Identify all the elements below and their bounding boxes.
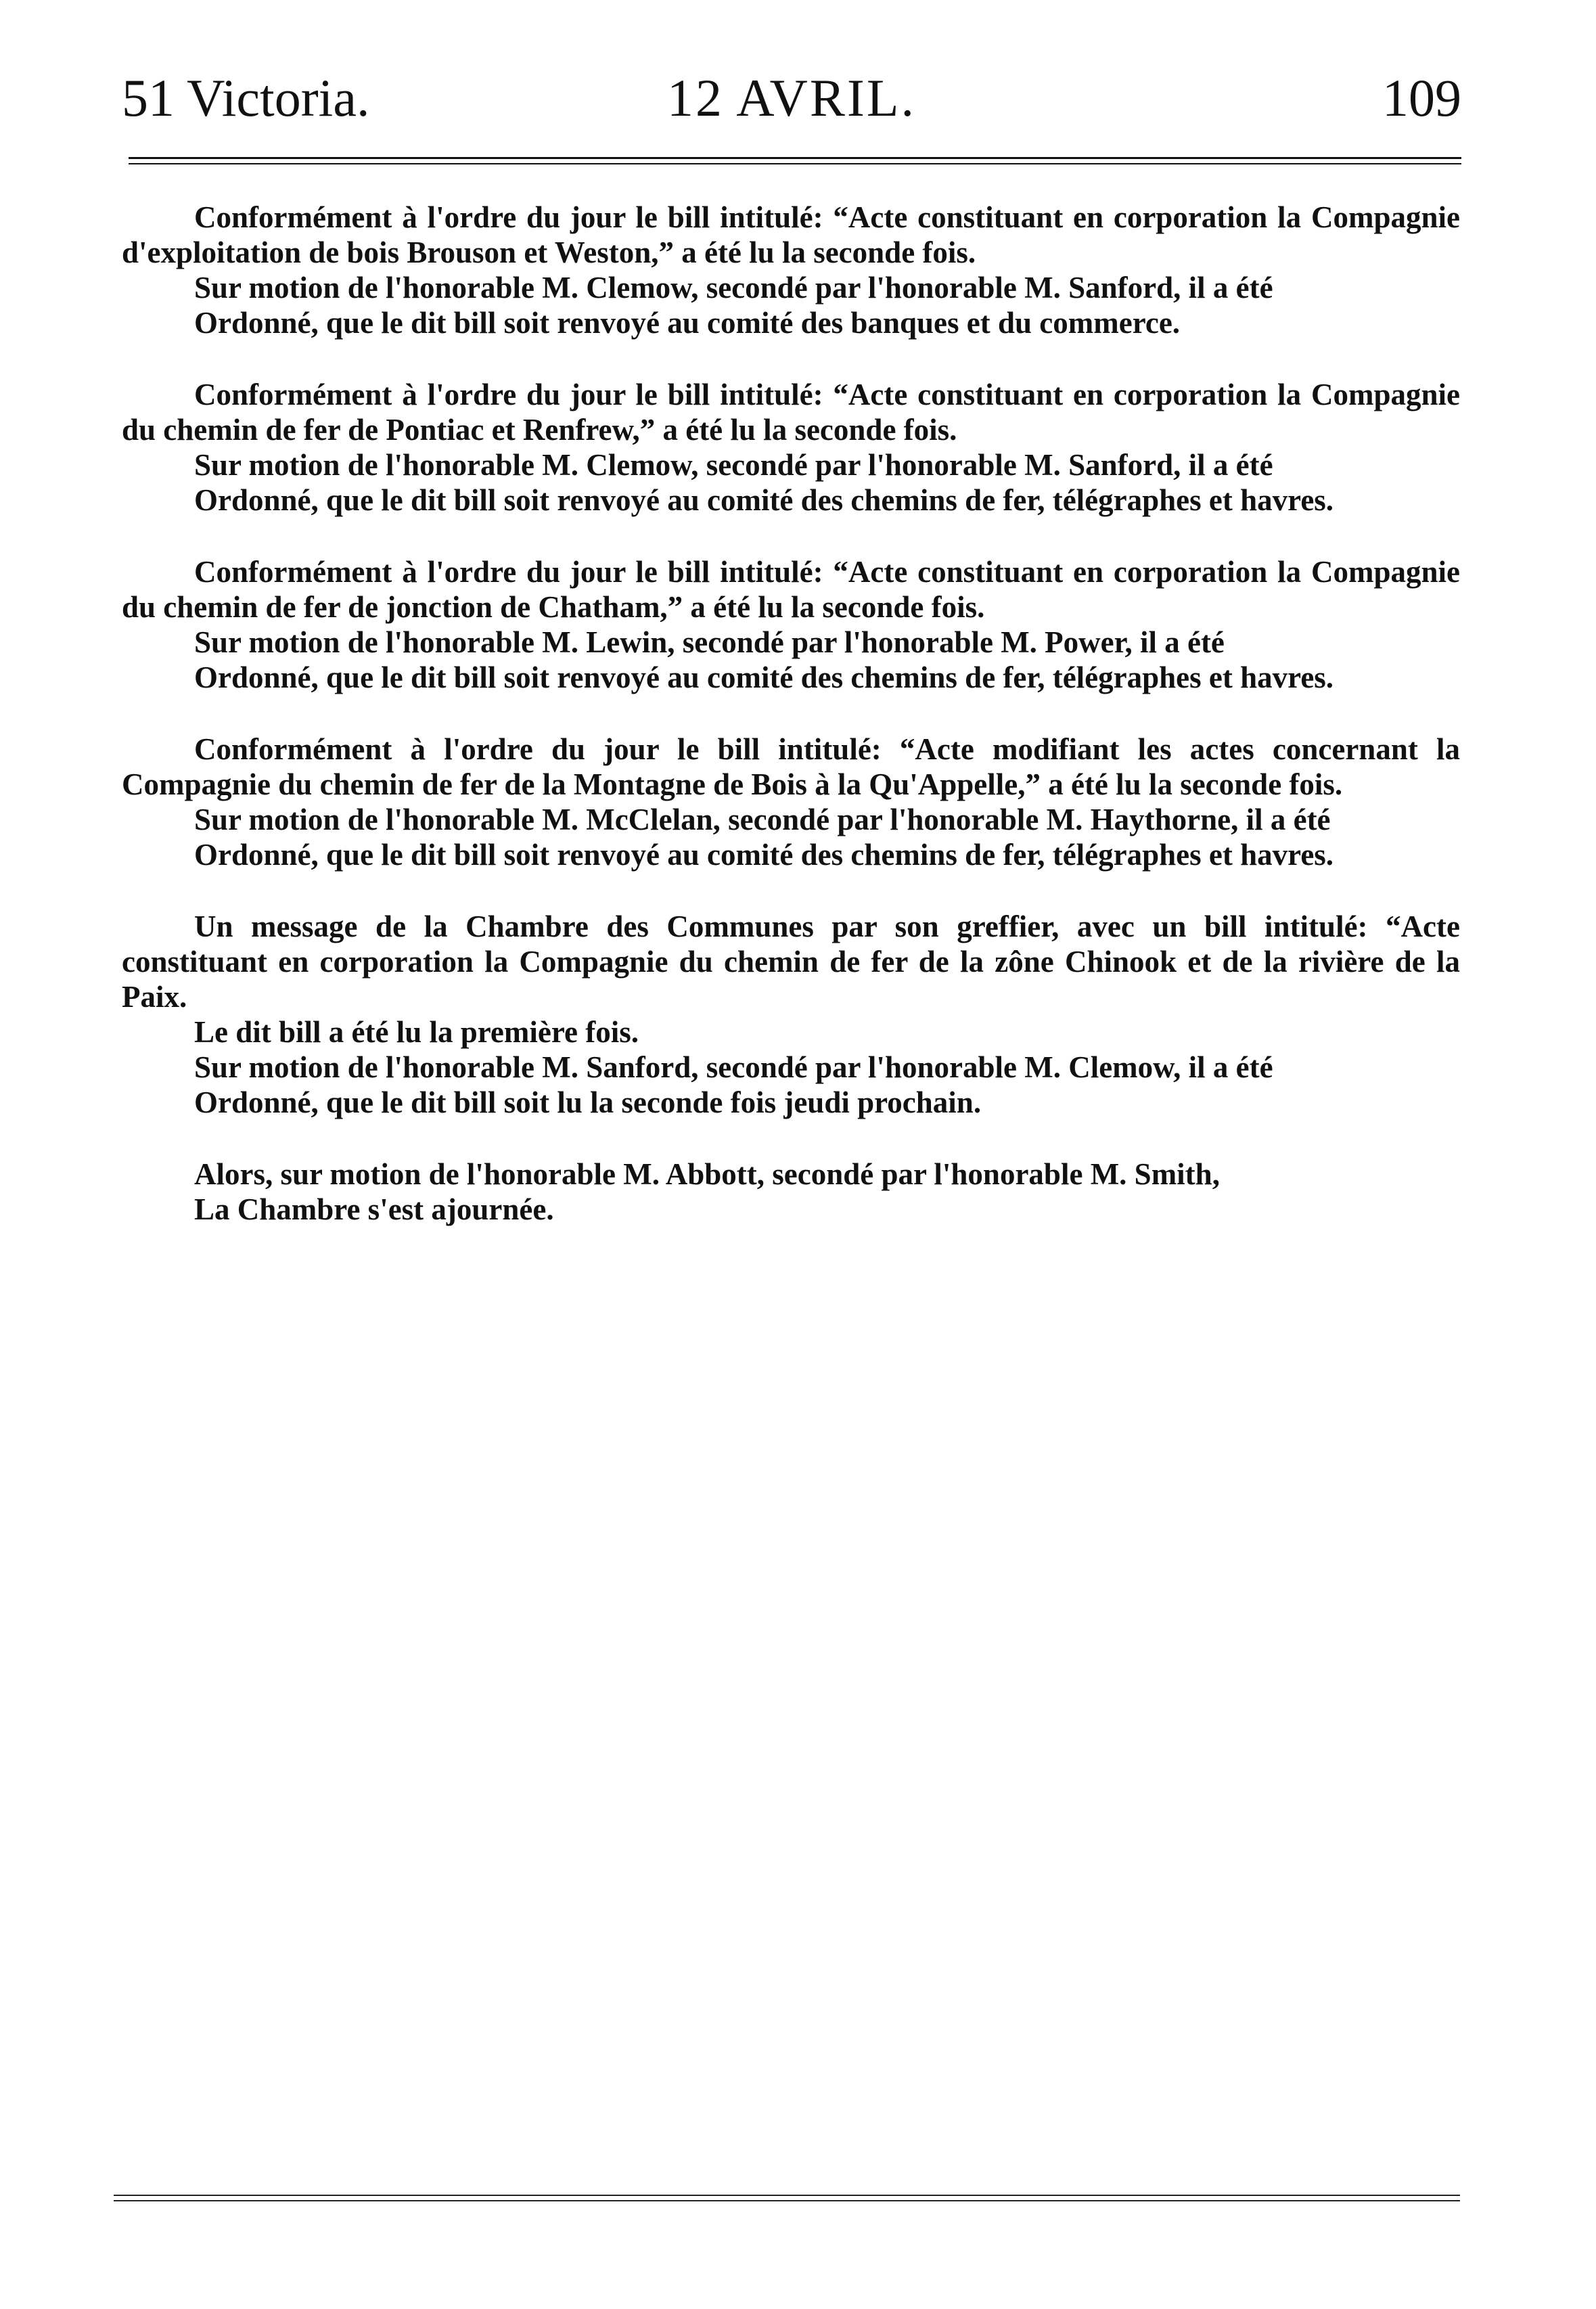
entry-paragraph: Ordonné, que le dit bill soit renvoyé au comité des chemins de fer, télégraphes et havres. xyxy=(194,660,1334,694)
footer-rule xyxy=(114,2195,1460,2201)
entry-paragraph: Sur motion de l'honorable M. Clemow, secondé par l'honorable M. Sanford, il a été xyxy=(194,271,1273,305)
entry-paragraph: Un message de la Chambre des Communes par son greffier, avec un bill intitulé: “Acte constituant en corporation la Compagnie du chemin de fer de la zône Chinook et de la rivière de la Paix. xyxy=(122,910,1460,1014)
entry-paragraph: Sur motion de l'honorable M. Lewin, secondé par l'honorable M. Power, il a été xyxy=(194,625,1225,659)
entry-chinook-message xyxy=(122,909,1460,1120)
entry-paragraph: Le dit bill a été lu la première fois. xyxy=(194,1015,639,1049)
page-number: 109 xyxy=(1382,68,1461,127)
entry-paragraph: Ordonné, que le dit bill soit lu la seconde fois jeudi prochain. xyxy=(194,1085,982,1119)
entry-paragraph: Alors, sur motion de l'honorable M. Abbott, secondé par l'honorable M. Smith, xyxy=(194,1157,1220,1191)
entry-paragraph: Conformément à l'ordre du jour le bill intitulé: “Acte modifiant les actes concernant la Compagnie du chemin de fer de la Montagne de Bois à la Qu'Appelle,” a été lu la seconde fois. xyxy=(122,732,1460,801)
entry-paragraph: Sur motion de l'honorable M. Sanford, secondé par l'honorable M. Clemow, il a été xyxy=(194,1050,1273,1084)
entry-adjournment xyxy=(122,1157,1460,1227)
header-session: 51 Victoria. xyxy=(122,68,370,127)
entry-montagne-de-bois xyxy=(122,732,1460,872)
entry-paragraph: Conformément à l'ordre du jour le bill intitulé: “Acte constituant en corporation la Compagnie d'exploitation de bois Brouson et Weston,” a été lu la seconde fois. xyxy=(122,200,1460,269)
entry-paragraph: Sur motion de l'honorable M. McClelan, secondé par l'honorable M. Haythorne, il a été xyxy=(194,803,1331,836)
entry-paragraph: Conformément à l'ordre du jour le bill intitulé: “Acte constituant en corporation la Compagnie du chemin de fer de Pontiac et Renfrew,” a été lu la seconde fois. xyxy=(122,378,1460,447)
entry-brouson-weston xyxy=(122,200,1460,340)
page-header xyxy=(122,61,1461,135)
entry-paragraph: Sur motion de l'honorable M. Clemow, secondé par l'honorable M. Sanford, il a été xyxy=(194,448,1273,482)
entry-paragraph: Conformément à l'ordre du jour le bill intitulé: “Acte constituant en corporation la Compagnie du chemin de fer de jonction de Chatham,” a été lu la seconde fois. xyxy=(122,555,1460,624)
journal-body xyxy=(122,200,1460,1263)
entry-paragraph: La Chambre s'est ajournée. xyxy=(194,1192,554,1226)
entry-chatham xyxy=(122,554,1460,695)
entry-pontiac-renfrew xyxy=(122,377,1460,518)
entry-paragraph: Ordonné, que le dit bill soit renvoyé au comité des chemins de fer, télégraphes et havres. xyxy=(194,838,1334,872)
entry-paragraph: Ordonné, que le dit bill soit renvoyé au comité des banques et du commerce. xyxy=(194,306,1181,340)
entry-paragraph: Ordonné, que le dit bill soit renvoyé au comité des chemins de fer, télégraphes et havres. xyxy=(194,483,1334,517)
header-date: 12 AVRIL. xyxy=(667,68,916,127)
header-rule xyxy=(129,157,1461,164)
